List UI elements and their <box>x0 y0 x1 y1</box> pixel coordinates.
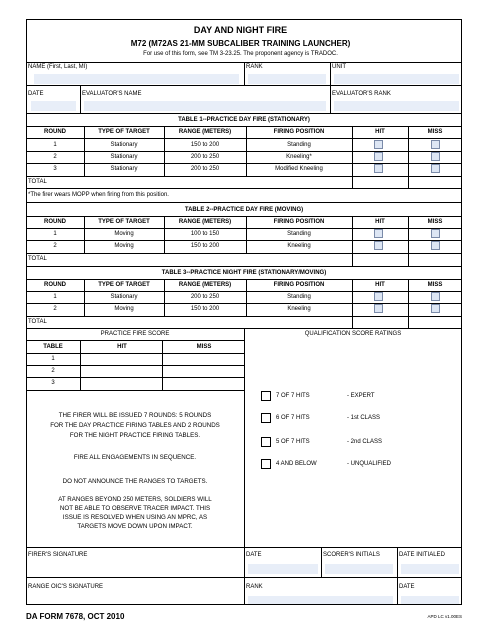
hit-checkbox[interactable] <box>374 292 383 301</box>
rating-hits: 6 OF 7 HITS <box>276 415 310 421</box>
table2-title: TABLE 2--PRACTICE DAY FIRE (MOVING) <box>184 207 304 213</box>
score-col-table: TABLE <box>43 344 63 350</box>
col-round: ROUND <box>44 282 66 288</box>
form-number: DA FORM 7678, OCT 2010 <box>26 612 125 621</box>
date-label-sig: DATE <box>246 552 262 558</box>
col-miss: MISS <box>427 129 443 135</box>
qualification-title: QUALIFICATION SCORE RATINGS <box>304 331 402 337</box>
col-range: RANGE (METERS) <box>178 282 232 288</box>
rating-hits: 7 OF 7 HITS <box>276 393 310 399</box>
miss-checkbox[interactable] <box>431 304 440 313</box>
miss-checkbox[interactable] <box>431 152 440 161</box>
table-row: 2 <box>53 243 57 249</box>
cell-type: Stationary <box>110 294 138 300</box>
score-row: 1 <box>51 356 55 362</box>
cell-type: Moving <box>114 306 134 312</box>
col-position: FIRING POSITION <box>273 129 325 135</box>
score-title: PRACTICE FIRE SCORE <box>100 331 170 337</box>
miss-checkbox[interactable] <box>431 292 440 301</box>
table3-total: TOTAL <box>28 319 47 325</box>
unqualified-checkbox[interactable] <box>261 459 271 469</box>
hit-checkbox[interactable] <box>374 152 383 161</box>
hit-checkbox[interactable] <box>374 304 383 313</box>
form-version: APD LC v1.00ES <box>427 614 462 619</box>
cell-position: Standing <box>287 231 311 237</box>
second-class-checkbox[interactable] <box>261 437 271 447</box>
firer-signature-label: FIRER'S SIGNATURE <box>28 552 88 558</box>
cell-range: 150 to 200 <box>190 243 220 249</box>
col-type: TYPE OF TARGET <box>98 129 150 135</box>
hit-checkbox[interactable] <box>374 140 383 149</box>
cell-type: Stationary <box>110 166 138 172</box>
table3-title: TABLE 3--PRACTICE NIGHT FIRE (STATIONARY/MOVING) <box>161 270 327 276</box>
scorer-initials-field[interactable] <box>325 564 393 574</box>
col-range: RANGE (METERS) <box>178 129 232 135</box>
table-row: 1 <box>53 231 57 237</box>
table-row: 2 <box>53 306 57 312</box>
name-field[interactable] <box>34 74 239 84</box>
signature-date-field[interactable] <box>248 564 318 574</box>
expert-checkbox[interactable] <box>261 391 271 401</box>
score-col-miss: MISS <box>196 344 212 350</box>
hit-checkbox[interactable] <box>374 164 383 173</box>
table1-footnote: *The firer wears MOPP when firing from this position. <box>28 192 169 198</box>
form-title: DAY AND NIGHT FIRE <box>193 25 288 35</box>
cell-position: Modified Kneeling <box>275 166 323 172</box>
date-label-oic: DATE <box>399 584 415 590</box>
col-hit: HIT <box>375 129 385 135</box>
rank-label-sig: RANK <box>246 584 263 590</box>
cell-range: 100 to 150 <box>190 231 220 237</box>
col-round: ROUND <box>44 129 66 135</box>
table-row: 3 <box>53 166 57 172</box>
col-type: TYPE OF TARGET <box>98 282 150 288</box>
cell-range: 150 to 200 <box>190 306 220 312</box>
cell-position: Standing <box>287 294 311 300</box>
rating-label: - 1st CLASS <box>347 415 381 421</box>
col-hit: HIT <box>375 282 385 288</box>
cell-position: Kneeling <box>287 306 311 312</box>
miss-checkbox[interactable] <box>431 164 440 173</box>
col-position: FIRING POSITION <box>273 282 325 288</box>
score-col-hit: HIT <box>117 344 127 350</box>
cell-position: Kneeling <box>287 243 311 249</box>
table-row: 1 <box>53 294 57 300</box>
table1-title: TABLE 1--PRACTICE DAY FIRE (STATIONARY) <box>178 117 310 123</box>
rating-hits: 4 AND BELOW <box>276 461 317 467</box>
unit-label: UNIT <box>332 64 346 70</box>
date-label: DATE <box>28 91 44 97</box>
date-field[interactable] <box>31 101 76 111</box>
cell-range: 150 to 200 <box>190 142 220 148</box>
rank-label: RANK <box>246 64 263 70</box>
table-row: 1 <box>53 142 57 148</box>
col-round: ROUND <box>44 219 66 225</box>
score-row: 2 <box>51 368 55 374</box>
hit-checkbox[interactable] <box>374 229 383 238</box>
col-miss: MISS <box>427 282 443 288</box>
miss-checkbox[interactable] <box>431 140 440 149</box>
cell-type: Stationary <box>110 142 138 148</box>
cell-position: Standing <box>287 142 311 148</box>
instruction-ranges: DO NOT ANNOUNCE THE RANGES TO TARGETS. <box>62 478 208 485</box>
evaluator-name-label: EVALUATOR'S NAME <box>82 91 142 97</box>
cell-range: 200 to 250 <box>190 166 220 172</box>
cell-type: Moving <box>114 231 134 237</box>
rating-label: - UNQUALIFIED <box>347 461 392 467</box>
rating-label: - EXPERT <box>347 393 375 399</box>
cell-range: 200 to 250 <box>190 154 220 160</box>
date-initialed-label: DATE INITIALED <box>399 552 445 558</box>
cell-type: Stationary <box>110 154 138 160</box>
evaluator-rank-label: EVALUATOR'S RANK <box>332 91 391 97</box>
evaluator-rank-field[interactable] <box>334 101 459 111</box>
instruction-sequence: FIRE ALL ENGAGEMENTS IN SEQUENCE. <box>73 454 197 461</box>
evaluator-name-field[interactable] <box>84 101 326 111</box>
cell-range: 200 to 250 <box>190 294 220 300</box>
miss-checkbox[interactable] <box>431 229 440 238</box>
col-miss: MISS <box>427 219 443 225</box>
name-label: NAME (First, Last, MI) <box>28 64 88 70</box>
rating-label: - 2nd CLASS <box>347 439 383 445</box>
instruction-rounds: THE FIRER WILL BE ISSUED 7 ROUNDS: 5 ROUNDS FOR THE DAY PRACTICE FIRING TABLES AND 2 ROUNDS FOR THE NIGHT PRACTICE FIRING TABLES. <box>50 412 220 439</box>
table1-total: TOTAL <box>28 179 47 185</box>
col-range: RANGE (METERS) <box>178 219 232 225</box>
col-type: TYPE OF TARGET <box>98 219 150 225</box>
table-row: 2 <box>53 154 57 160</box>
oic-signature-label: RANGE OIC'S SIGNATURE <box>28 584 104 590</box>
unit-field[interactable] <box>334 74 459 84</box>
instruction-tracer: AT RANGES BEYOND 250 METERS, SOLDIERS WILL NOT BE ABLE TO OBSERVE TRACER IMPACT. THIS ISSUE IS RESOLVED WHEN USING AN MPRC, AS TARGETS MOVE DOWN UPON IMPACT. <box>58 496 212 530</box>
oic-rank-field[interactable] <box>248 596 393 604</box>
form-instruction: For use of this form, see TM 3-23.25. The proponent agency is TRADOC. <box>143 51 338 57</box>
miss-checkbox[interactable] <box>431 241 440 250</box>
col-hit: HIT <box>375 219 385 225</box>
hit-checkbox[interactable] <box>374 241 383 250</box>
oic-date-field[interactable] <box>401 596 459 604</box>
score-row: 3 <box>51 380 55 386</box>
date-initialed-field[interactable] <box>401 564 459 574</box>
first-class-checkbox[interactable] <box>261 413 271 423</box>
scorer-initials-label: SCORER'S INITIALS <box>323 552 380 558</box>
table2-total: TOTAL <box>28 256 47 262</box>
rank-field[interactable] <box>248 74 326 84</box>
cell-position: Kneeling* <box>286 154 312 160</box>
cell-type: Moving <box>114 243 134 249</box>
col-position: FIRING POSITION <box>273 219 325 225</box>
form-subtitle: M72 (M72AS 21-MM SUBCALIBER TRAINING LAUNCHER) <box>130 39 351 48</box>
rating-hits: 5 OF 7 HITS <box>276 439 310 445</box>
